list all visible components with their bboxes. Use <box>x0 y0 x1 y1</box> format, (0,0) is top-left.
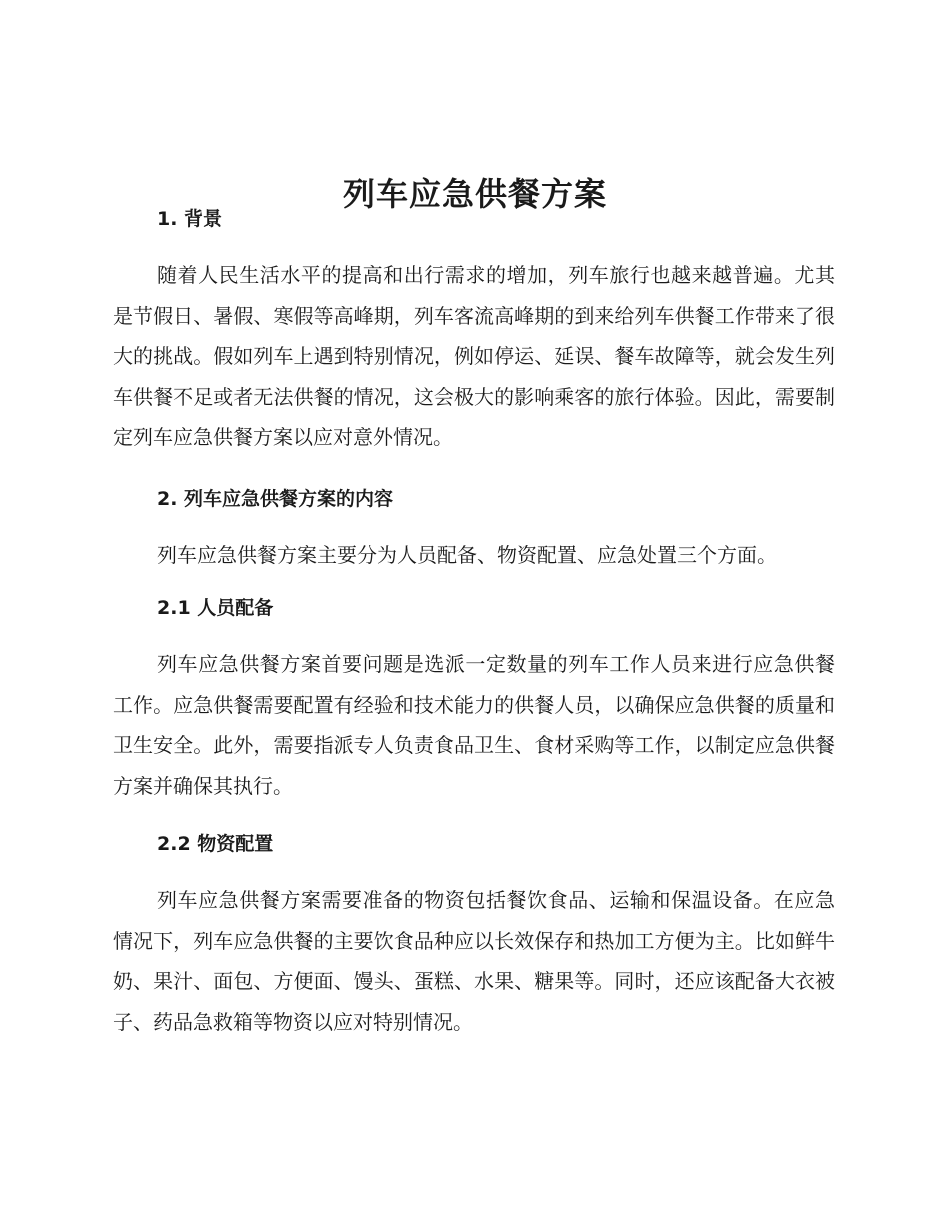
document-title: 列车应急供餐方案 <box>342 175 607 214</box>
section-paragraph-plan-content: 列车应急供餐方案主要分为人员配备、物资配置、应急处置三个方面。 <box>157 543 777 567</box>
section-paragraph-supplies: 列车应急供餐方案需要准备的物资包括餐饮食品、运输和保温设备。在应急情况下，列车应急供餐的主要饮食品种应以长效保存和热加工方便为主。比如鲜牛奶、果汁、面包、方便面、馒头、蛋糕、水果、糖果等。同时，还应该配备大衣被子、药品急救箱等物资以应对特别情况。 <box>113 888 835 1034</box>
section-paragraph-background: 随着人民生活水平的提高和出行需求的增加，列车旅行也越来越普遍。尤其是节假日、暑假、寒假等高峰期，列车客流高峰期的到来给列车供餐工作带来了很大的挑战。假如列车上遇到特别情况，例如停运、延误、餐车故障等，就会发生列车供餐不足或者无法供餐的情况，这会极大的影响乘客的旅行体验。因此，需要制定列车应急供餐方案以应对意外情况。 <box>113 263 835 449</box>
section-heading-staffing: 2.1 人员配备 <box>157 597 274 619</box>
section-heading-plan-content: 2. 列车应急供餐方案的内容 <box>157 488 394 510</box>
section-paragraph-staffing: 列车应急供餐方案首要问题是选派一定数量的列车工作人员来进行应急供餐工作。应急供餐需要配置有经验和技术能力的供餐人员，以确保应急供餐的质量和卫生安全。此外，需要指派专人负责食品卫生、食材采购等工作，以制定应急供餐方案并确保其执行。 <box>113 652 835 798</box>
section-heading-supplies: 2.2 物资配置 <box>157 833 274 855</box>
section-heading-background: 1. 背景 <box>157 208 223 230</box>
